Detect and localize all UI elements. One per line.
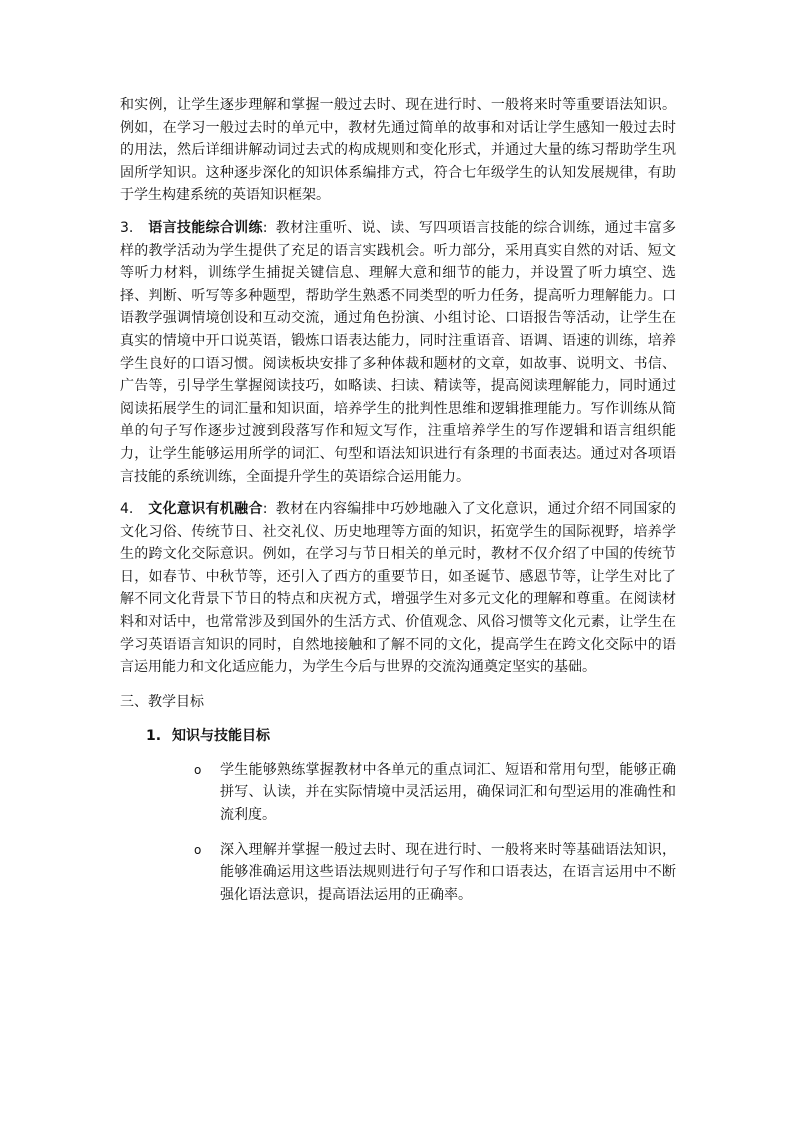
bullet-item [194, 839, 676, 907]
section-title: 三、教学目标 [120, 693, 204, 710]
bullet-text: 学生能够熟练掌握教材中各单元的重点词汇、短语和常用句型，能够正确拼写、认读，并在实际情境中灵活运用，确保词汇和句型运用的准确性和流利度。 [220, 761, 676, 824]
bullet-item [194, 759, 676, 827]
numbered-item-3 [120, 217, 676, 488]
item-colon: : [262, 219, 268, 236]
subsection-label: 知识与技能目标 [172, 727, 270, 744]
subsection-number: 1. [146, 727, 162, 744]
numbered-item-4 [120, 498, 676, 679]
item-heading: 文化意识有机融合 [148, 501, 263, 518]
item-text: 教材在内容编排中巧妙地融入了文化意识，通过介绍不同国家的文化习俗、传统节日、社交礼仪、历史地理等方面的知识，拓宽学生的国际视野，培养学生的跨文化交际意识。例如，在学习与节日相关的单元时，教材不仅介绍了中国的传统节日，如春节、中秋节等，还引入了西方的重要节日，如圣诞节、感恩节等，让学生对比了解不同文化背景下节日的特点和庆祝方式，增强学生对多元文化的理解和尊重。在阅读材料和对话中，也常常涉及到国外的生活方式、价值观念、风俗习惯等文化元素，让学生在学习英语语言知识的同时，自然地接触和了解不同的文化，提高学生在跨文化交际中的语言运用能力和文化适应能力，为学生今后与世界的交流沟通奠定坚实的基础。 [120, 501, 677, 676]
item-heading: 语言技能综合训练 [148, 219, 263, 236]
intro-paragraph: 和实例，让学生逐步理解和掌握一般过去时、现在进行时、一般将来时等重要语法知识。例如，在学习一般过去时的单元中，教材先通过简单的故事和对话让学生感知一般过去时的用法，然后详细讲解动词过去式的构成规则和变化形式，并通过大量的练习帮助学生巩固所学知识。这种逐步深化的知识体系编排方式，符合七年级学生的认知发展规律，有助于学生构建系统的英语知识框架。 [120, 97, 676, 204]
item-number: 4. [120, 501, 134, 518]
hollow-bullet-icon: o [194, 762, 202, 777]
item-number: 3. [120, 219, 134, 236]
document-page [120, 94, 676, 906]
item-text: 教材注重听、说、读、写四项语言技能的综合训练，通过丰富多样的教学活动为学生提供了充足的语言实践机会。听力部分，采用真实自然的对话、短文等听力材料，训练学生捕捉关键信息、理解大意和细节的能力，并设置了听力填空、选择、判断、听写等多种题型，帮助学生熟悉不同类型的听力任务，提高听力理解能力。口语教学强调情境创设和互动交流，通过角色扮演、小组讨论、口语报告等活动，让学生在真实的情境中开口说英语，锻炼口语表达能力，同时注重语音、语调、语速的训练，培养学生良好的口语习惯。阅读板块安排了多种体裁和题材的文章，如故事、说明文、书信、广告等，引导学生掌握阅读技巧，如略读、扫读、精读等，提高阅读理解能力，同时通过阅读拓展学生的词汇量和知识面，培养学生的批判性思维和逻辑推理能力。写作训练从简单的句子写作逐步过渡到段落写作和短文写作，注重培养学生的写作逻辑和语言组织能力，让学生能够运用所学的词汇、句型和语法知识进行有条理的书面表达。通过对各项语言技能的系统训练，全面提升学生的英语综合运用能力。 [120, 219, 677, 485]
item-colon: : [262, 501, 268, 518]
subsection-title [146, 725, 676, 747]
bullet-text: 深入理解并掌握一般过去时、现在进行时、一般将来时等基础语法知识，能够准确运用这些语法规则进行句子写作和口语表达，在语言运用中不断强化语法意识，提高语法运用的正确率。 [220, 841, 676, 903]
hollow-bullet-icon: o [194, 842, 202, 857]
